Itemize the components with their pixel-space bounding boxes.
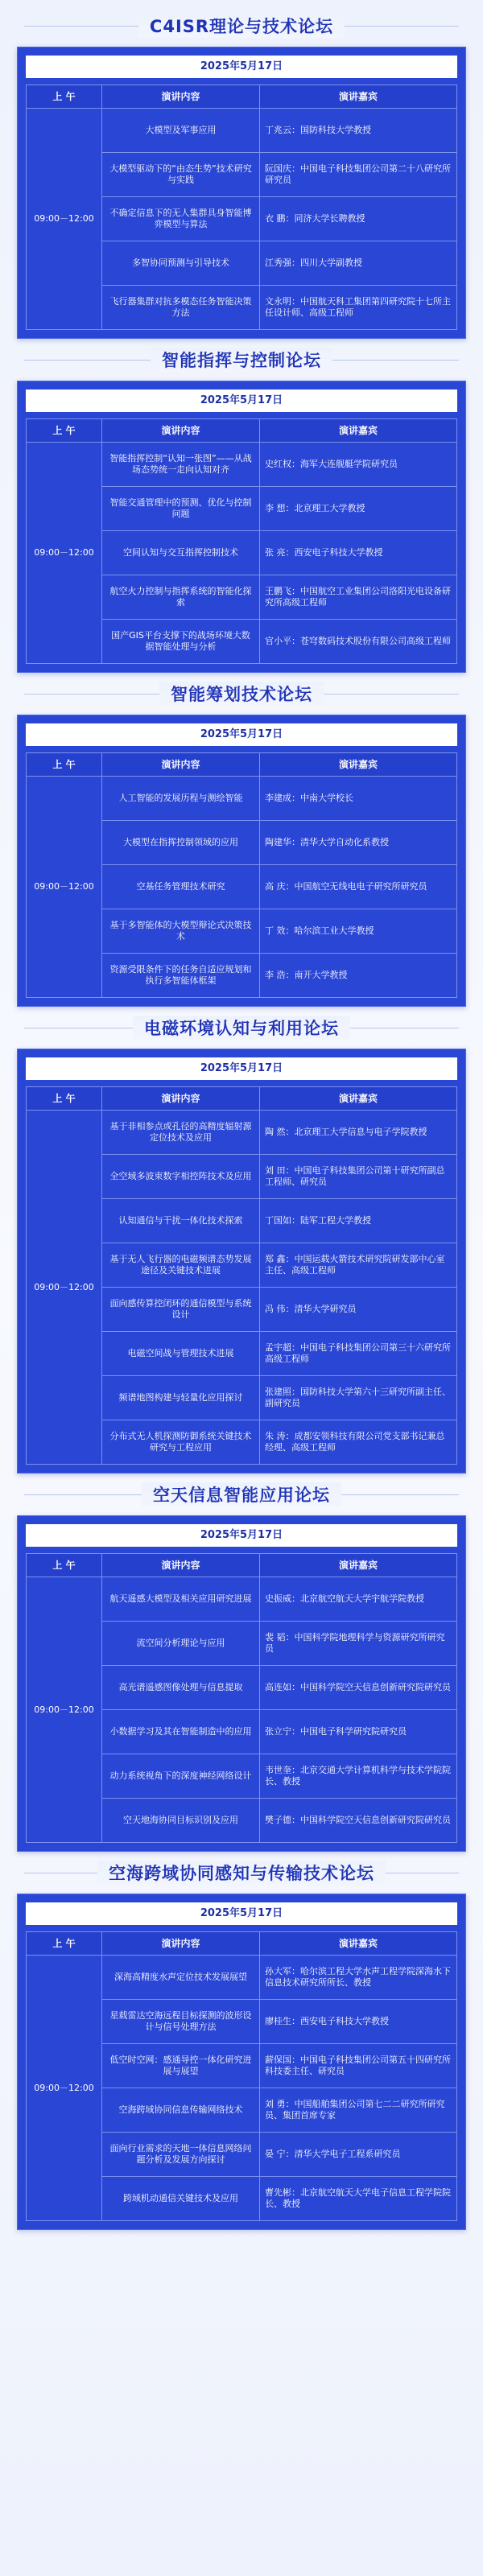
topic-cell: 大模型驱动下的“由态生势”技术研究与实践 <box>102 153 260 197</box>
speaker-cell: 文永明：中国航天科工集团第四研究院十七所主任设计师、高级工程师 <box>260 286 457 330</box>
forum-title: 智能指挥与控制论坛 <box>151 348 332 372</box>
agenda-card <box>17 381 466 673</box>
speaker-cell: 李建成：中南大学校长 <box>260 777 457 821</box>
agenda-card <box>17 715 466 1007</box>
speaker-cell: 官小平：苍穹数码技术股份有限公司高级工程师 <box>260 620 457 664</box>
speaker-cell: 丁 效：哈尔滨工业大学教授 <box>260 909 457 954</box>
topic-cell: 流空间分析理论与应用 <box>102 1622 260 1666</box>
speaker-cell: 曹先彬：北京航空航天大学电子信息工程学院院长、教授 <box>260 2177 457 2221</box>
table-header-row <box>27 85 457 109</box>
table-row <box>27 443 457 487</box>
speaker-cell: 刘 勇：中国船舶集团公司第七二二研究所研究员、集团首席专家 <box>260 2088 457 2133</box>
topic-cell: 大模型及军事应用 <box>102 109 260 153</box>
speaker-cell: 丁国如：陆军工程大学教授 <box>260 1199 457 1243</box>
table-header-row <box>27 1932 457 1956</box>
topic-cell: 航天遥感大模型及相关应用研究进展 <box>102 1577 260 1622</box>
agenda-card <box>17 1515 466 1852</box>
topic-cell: 基于无人飞行器的电磁频谱态势发展途径及关键技术进展 <box>102 1243 260 1288</box>
time-cell: 09:00－12:00 <box>27 109 102 330</box>
speaker-cell: 李 想：北京理工大学教授 <box>260 487 457 531</box>
topic-header: 演讲内容 <box>102 1554 260 1577</box>
date-bar: 2025年5月17日 <box>26 389 457 412</box>
speaker-cell: 陶建华：清华大学自动化系教授 <box>260 821 457 865</box>
date-bar: 2025年5月17日 <box>26 56 457 78</box>
agenda-table <box>26 1553 457 1843</box>
table-header-row <box>27 1554 457 1577</box>
speaker-cell: 朱 涛：成都安领科技有限公司党支部书记兼总经理、高级工程师 <box>260 1420 457 1465</box>
table-row <box>27 1956 457 2000</box>
agenda-table <box>26 752 457 998</box>
agenda-card <box>17 47 466 339</box>
speaker-cell: 李 浩：南开大学教授 <box>260 954 457 998</box>
speaker-header: 演讲嘉宾 <box>260 1932 457 1956</box>
speaker-header: 演讲嘉宾 <box>260 753 457 777</box>
agenda-card <box>17 1049 466 1473</box>
speaker-cell: 丁兆云：国防科技大学教授 <box>260 109 457 153</box>
speaker-cell: 薪保国：中国电子科技集团公司第五十四研究所科技委主任、研究员 <box>260 2044 457 2088</box>
topic-cell: 国产GIS平台支撑下的战场环境大数据智能处理与分析 <box>102 620 260 664</box>
time-cell: 09:00－12:00 <box>27 1111 102 1465</box>
speaker-cell: 裴 韬：中国科学院地理科学与资源研究所研究员 <box>260 1622 457 1666</box>
speaker-cell: 高连如：中国科学院空天信息创新研究院研究员 <box>260 1666 457 1710</box>
topic-cell: 低空时空网：感通导控一体化研究进展与展望 <box>102 2044 260 2088</box>
topic-cell: 基于非相参点或孔径的高精度辐射源定位技术及应用 <box>102 1111 260 1155</box>
time-cell: 09:00－12:00 <box>27 443 102 664</box>
session-header: 上 午 <box>27 1087 102 1111</box>
topic-cell: 深海高精度水声定位技术发展展望 <box>102 1956 260 2000</box>
agenda-table <box>26 1086 457 1465</box>
table-header-row <box>27 419 457 443</box>
speaker-cell: 史红权：海军大连舰艇学院研究员 <box>260 443 457 487</box>
agenda-table <box>26 418 457 664</box>
date-bar: 2025年5月17日 <box>26 723 457 746</box>
topic-cell: 高光谱遥感图像处理与信息提取 <box>102 1666 260 1710</box>
topic-cell: 面向感传算控闭环的通信模型与系统设计 <box>102 1288 260 1332</box>
topic-cell: 空间认知与交互指挥控制技术 <box>102 531 260 575</box>
speaker-cell: 高 庆：中国航空无线电电子研究所研究员 <box>260 865 457 909</box>
topic-cell: 空天地海协同目标识别及应用 <box>102 1799 260 1843</box>
date-bar: 2025年5月17日 <box>26 1057 457 1080</box>
session-header: 上 午 <box>27 1554 102 1577</box>
forum-header <box>0 339 483 381</box>
forum-title: 智能筹划技术论坛 <box>159 682 324 706</box>
forum-header <box>0 673 483 715</box>
speaker-cell: 阮国庆：中国电子科技集团公司第二十八研究所研究员 <box>260 153 457 197</box>
time-cell: 09:00－12:00 <box>27 1577 102 1843</box>
topic-cell: 智能指挥控制“认知一张图”——从战场态势统一走向认知对齐 <box>102 443 260 487</box>
topic-cell: 大模型在指挥控制领域的应用 <box>102 821 260 865</box>
speaker-cell: 衣 鹏：同济大学长聘教授 <box>260 197 457 241</box>
speaker-cell: 张立宁：中国电子科学研究院研究员 <box>260 1710 457 1754</box>
topic-header: 演讲内容 <box>102 753 260 777</box>
forum-title: 空天信息智能应用论坛 <box>142 1482 341 1506</box>
forum-section <box>0 1473 483 1852</box>
session-header: 上 午 <box>27 753 102 777</box>
topic-header: 演讲内容 <box>102 85 260 109</box>
date-bar: 2025年5月17日 <box>26 1902 457 1925</box>
forum-section <box>0 1852 483 2230</box>
agenda-table <box>26 1931 457 2221</box>
speaker-cell: 陶 然：北京理工大学信息与电子学院教授 <box>260 1111 457 1155</box>
topic-cell: 智能交通管理中的预测、优化与控制问题 <box>102 487 260 531</box>
topic-cell: 资源受限条件下的任务自适应规划和执行多智能体框架 <box>102 954 260 998</box>
speaker-cell: 张建照：国防科技大学第六十三研究所副主任、副研究员 <box>260 1376 457 1420</box>
topic-cell: 飞行器集群对抗多模态任务智能决策方法 <box>102 286 260 330</box>
topic-cell: 基于多智能体的大模型辩论式决策技术 <box>102 909 260 954</box>
forum-section <box>0 673 483 1007</box>
table-row <box>27 1111 457 1155</box>
table-row <box>27 1577 457 1622</box>
session-header: 上 午 <box>27 85 102 109</box>
topic-header: 演讲内容 <box>102 419 260 443</box>
session-header: 上 午 <box>27 1932 102 1956</box>
topic-header: 演讲内容 <box>102 1087 260 1111</box>
topic-header: 演讲内容 <box>102 1932 260 1956</box>
forum-title: 电磁环境认知与利用论坛 <box>133 1016 350 1040</box>
topic-cell: 认知通信与干扰一体化技术探索 <box>102 1199 260 1243</box>
speaker-header: 演讲嘉宾 <box>260 85 457 109</box>
speaker-header: 演讲嘉宾 <box>260 1554 457 1577</box>
speaker-cell: 王鹏飞：中国航空工业集团公司洛阳光电设备研究所高级工程师 <box>260 575 457 620</box>
forum-header <box>0 5 483 47</box>
speaker-cell: 江秀强：四川大学副教授 <box>260 241 457 286</box>
speaker-cell: 刘 田：中国电子科技集团公司第十研究所副总工程师、研究员 <box>260 1155 457 1199</box>
speaker-header: 演讲嘉宾 <box>260 1087 457 1111</box>
speaker-cell: 樊子德：中国科学院空天信息创新研究院研究员 <box>260 1799 457 1843</box>
speaker-cell: 冯 伟：清华大学研究员 <box>260 1288 457 1332</box>
forum-header <box>0 1007 483 1049</box>
speaker-cell: 廖桂生：西安电子科技大学教授 <box>260 2000 457 2044</box>
speaker-cell: 孟宇超：中国电子科技集团公司第三十六研究所高级工程师 <box>260 1332 457 1376</box>
speaker-cell: 晏 宁：清华大学电子工程系研究员 <box>260 2133 457 2177</box>
table-row <box>27 777 457 821</box>
topic-cell: 不确定信息下的无人集群具身智能博弈模型与算法 <box>102 197 260 241</box>
forum-title: 空海跨域协同感知与传输技术论坛 <box>97 1861 386 1885</box>
topic-cell: 全空域多波束数字相控阵技术及应用 <box>102 1155 260 1199</box>
forum-section <box>0 339 483 673</box>
table-row <box>27 109 457 153</box>
topic-cell: 电磁空间战与管理技术进展 <box>102 1332 260 1376</box>
topic-cell: 空海跨域协同信息传输网络技术 <box>102 2088 260 2133</box>
date-bar: 2025年5月17日 <box>26 1524 457 1547</box>
speaker-cell: 韦世奎：北京交通大学计算机科学与技术学院院长、教授 <box>260 1754 457 1799</box>
topic-cell: 频谱地图构建与轻量化应用探讨 <box>102 1376 260 1420</box>
agenda-card <box>17 1894 466 2230</box>
speaker-header: 演讲嘉宾 <box>260 419 457 443</box>
topic-cell: 航空火力控制与指挥系统的智能化探索 <box>102 575 260 620</box>
topic-cell: 动力系统视角下的深度神经网络设计 <box>102 1754 260 1799</box>
forum-section <box>0 1007 483 1473</box>
topic-cell: 人工智能的发展历程与测绘智能 <box>102 777 260 821</box>
topic-cell: 空基任务管理技术研究 <box>102 865 260 909</box>
table-header-row <box>27 1087 457 1111</box>
speaker-cell: 史振威：北京航空航天大学宇航学院教授 <box>260 1577 457 1622</box>
forum-header <box>0 1852 483 1894</box>
speaker-cell: 张 亮：西安电子科技大学教授 <box>260 531 457 575</box>
topic-cell: 小数据学习及其在智能制造中的应用 <box>102 1710 260 1754</box>
agenda-table <box>26 84 457 330</box>
time-cell: 09:00－12:00 <box>27 1956 102 2221</box>
speaker-cell: 孙大军：哈尔滨工程大学水声工程学院深海水下信息技术研究所所长、教授 <box>260 1956 457 2000</box>
topic-cell: 分布式无人机探测防御系统关键技术研究与工程应用 <box>102 1420 260 1465</box>
topic-cell: 星载雷达空海远程目标探测的波形设计与信号处理方法 <box>102 2000 260 2044</box>
forum-title: C4ISR理论与技术论坛 <box>138 14 345 38</box>
forum-header <box>0 1473 483 1515</box>
time-cell: 09:00－12:00 <box>27 777 102 998</box>
table-header-row <box>27 753 457 777</box>
topic-cell: 面向行业需求的天地一体信息网络问题分析及发展方向探讨 <box>102 2133 260 2177</box>
session-header: 上 午 <box>27 419 102 443</box>
topic-cell: 跨域机动通信关键技术及应用 <box>102 2177 260 2221</box>
speaker-cell: 郑 鑫：中国运载火箭技术研究院研发部中心室主任、高级工程师 <box>260 1243 457 1288</box>
forum-section <box>0 5 483 339</box>
topic-cell: 多智协同预测与引导技术 <box>102 241 260 286</box>
